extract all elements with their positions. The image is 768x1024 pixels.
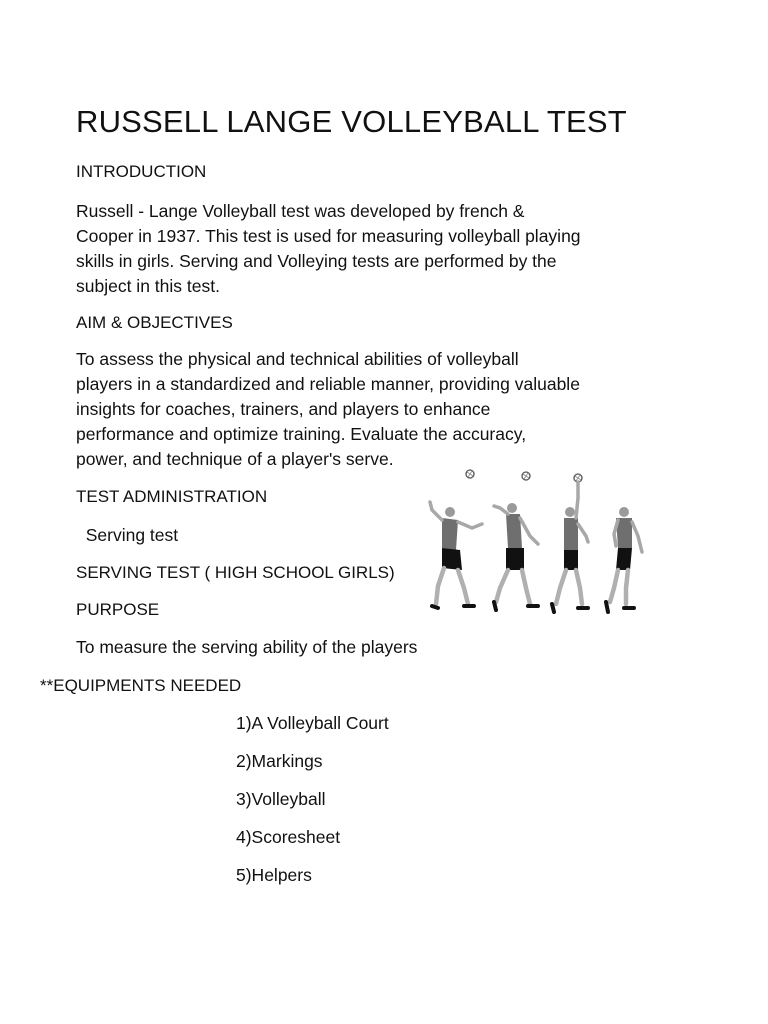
introduction-line: skills in girls. Serving and Volleying tests are performed by the: [76, 251, 557, 271]
aim-line: power, and technique of a player's serve.: [76, 449, 394, 469]
aim-objectives-heading: AIM & OBJECTIVES: [76, 313, 233, 332]
purpose-text: To measure the serving ability of the players: [76, 637, 418, 657]
serving-test-heading: SERVING TEST ( HIGH SCHOOL GIRLS): [76, 563, 395, 582]
purpose-heading: PURPOSE: [76, 600, 160, 619]
introduction-line: Cooper in 1937. This test is used for measuring volleyball playing: [76, 226, 581, 246]
aim-line: performance and optimize training. Evaluate the accuracy,: [76, 424, 527, 444]
list-item: 2)Markings: [236, 751, 323, 771]
equipment-heading: **EQUIPMENTS NEEDED: [40, 676, 242, 695]
player-figure-3: [552, 474, 588, 612]
introduction-line: subject in this test.: [76, 276, 220, 296]
serving-test-label: Serving test: [76, 525, 179, 545]
list-item: 4)Scoresheet: [236, 827, 341, 847]
page-title: RUSSELL LANGE VOLLEYBALL TEST: [76, 104, 627, 139]
equipment-list: [236, 712, 389, 902]
player-figure-2: [494, 472, 538, 610]
introduction-heading: INTRODUCTION: [76, 162, 207, 181]
introduction-line: Russell - Lange Volleyball test was developed by french &: [76, 201, 525, 221]
test-administration-heading: TEST ADMINISTRATION: [76, 487, 268, 506]
list-item: 5)Helpers: [236, 865, 312, 885]
list-item: 3)Volleyball: [236, 789, 326, 809]
aim-objectives-paragraph: [76, 347, 686, 472]
volleyball-serve-illustration: [420, 462, 660, 622]
aim-line: insights for coaches, trainers, and players to enhance: [76, 399, 491, 419]
aim-line: players in a standardized and reliable manner, providing valuable: [76, 374, 580, 394]
player-figure-4: [606, 507, 642, 612]
introduction-paragraph: [76, 199, 686, 299]
list-item: 1)A Volleyball Court: [236, 713, 389, 733]
player-figure-1: [430, 470, 482, 608]
aim-line: To assess the physical and technical abilities of volleyball: [76, 349, 519, 369]
